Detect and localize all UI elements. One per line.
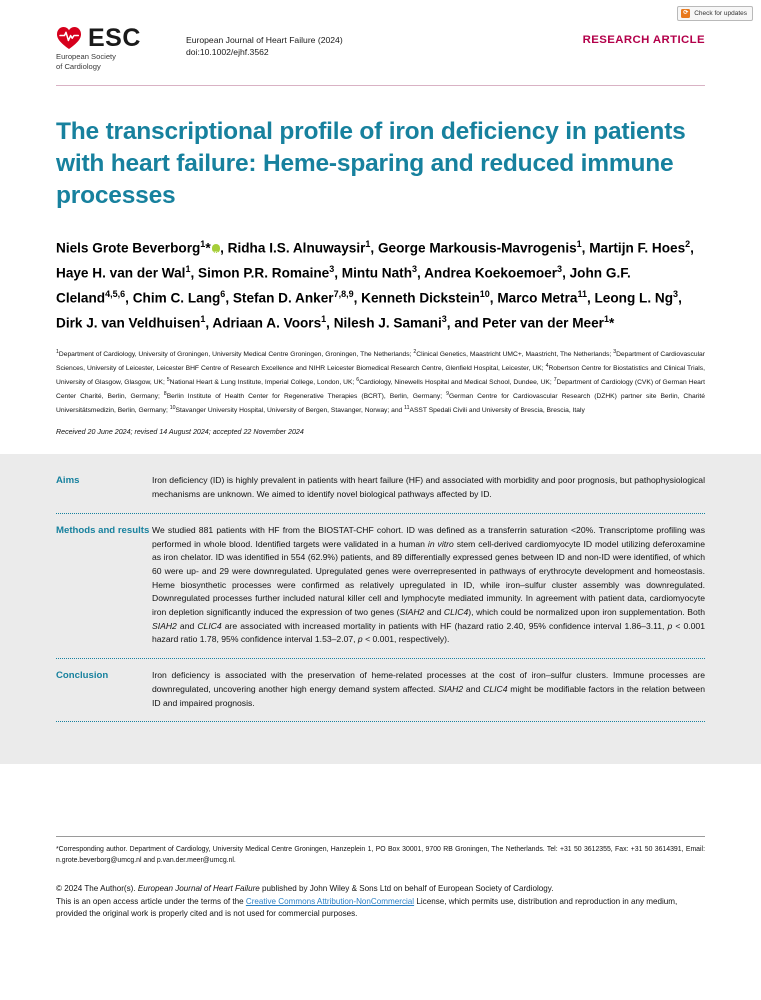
- copyright-block: [56, 883, 705, 921]
- orcid-icon[interactable]: [212, 244, 221, 253]
- abstract-divider-1: [56, 513, 705, 514]
- abstract-divider-2: [56, 658, 705, 659]
- esc-society-line-1: European Society: [56, 52, 116, 61]
- article-front-page: [0, 0, 761, 436]
- masthead-divider: [56, 85, 705, 86]
- abstract-section-aims: [56, 474, 705, 501]
- article-type-label: RESEARCH ARTICLE: [582, 34, 705, 46]
- footer-divider: [56, 836, 705, 837]
- abstract-text: Iron deficiency (ID) is highly prevalent in patients with heart failure (HF) and associated with morbidity and poor prognosis, but pathophysiological mechanisms are unknown. We aimed to identify novel biological pathways affected by ID.: [152, 475, 705, 500]
- submission-history: Received 20 June 2024; revised 14 August 2024; accepted 22 November 2024: [56, 428, 304, 437]
- copyright-line: © 2024 The Author(s). European Journal of Heart Failure published by John Wiley & Sons Ltd on behalf of European Society of Cardiology.: [56, 884, 554, 894]
- esc-society-line-2: of Cardiology: [56, 61, 101, 71]
- abstract-section-conclusion: [56, 669, 705, 710]
- journal-info: [186, 26, 583, 58]
- license-text-post: License, which permits use, distribution and reproduction in any medium, provided the original work is properly cited and is not used for commercial purposes.: [56, 896, 678, 919]
- affiliations: $^1$Department of Cardiology, University of Groningen, University Medical Centre Groningen, Groningen, The Netherlands; $^2$Clinical Genetics, Maastricht UMC+, Maastricht, The Netherlands; $^3$Department of Cardiovascular Sciences, University of Leicester, Leicester BHF Centre of Research Excellence and NIHR Leicester Biomedical Research Centre, Glenfield Hospital, Leicester, UK; $^4$Robertson Centre for Biostatistics and Clinical Trials, University of Glasgow, Glasgow, UK; $^5$National Heart & Lung Institute, Imperial College, London, UK; $^6$Cardiology, Ninewells Hospital and Medical School, Dundee, UK; $^7$Department of Cardiology (CVK) of German Heart Center Charité, Berlin, Germany; $^8$Berlin Institute of Health Center for Regenerative Therapies (BCRT), Berlin, Germany; $^9$German Centre for Cardiovascular Research (DZHK) partner site Berlin, Charité Universitätsmedizin, Berlin, Germany; $^{10}$Stavanger University Hospital, University of Bergen, Stavanger, Norway; and $^{11}$ASST Spedali Civili and University of Brescia, Brescia, Italy: [56, 349, 706, 414]
- page-title: The transcriptional profile of iron deficiency in patients with heart failure: Heme-sparing and reduced immune processes: [56, 118, 686, 210]
- esc-heart-logo-icon: [56, 26, 82, 50]
- abstract-text: Iron deficiency is associated with the preservation of heme-related processes at the cost of iron–sulfur clusters. Immune processes are downregulated, uncovering another high energy demand system affected. SIAH2 and CLIC4 might be modifiable factors in the relation between ID and impaired prognosis.: [152, 670, 705, 708]
- abstract-heading: Aims: [56, 475, 80, 487]
- abstract-section-methods-and-results: [56, 524, 705, 647]
- esc-logo: [56, 26, 172, 71]
- check-for-updates-badge[interactable]: [677, 6, 753, 21]
- author-list: Niels Grote Beverborg$^1$* iD , Ridha I.S. Alnuwaysir$^1$, George Markousis-Mavrogenis$^1$, Martijn F. Hoes$^2$, Haye H. van der Wal$^1$, Simon P.R. Romaine$^3$, Mintu Nath$^3$, Andrea Koekoemoer$^3$, John G.F. Cleland$^{4,5,6}$, Chim C. Lang$^6$, Stefan D. Anker$^{7,8,9}$, Kenneth Dickstein$^{10}$, Marco Metra$^{11}$, Leong L. Ng$^3$, Dirk J. van Veldhuisen$^1$, Adriaan A. Voors$^1$, Nilesh J. Samani$^3$, and Peter van der Meer$^1$*: [56, 234, 705, 334]
- abstract-text: We studied 881 patients with HF from the BIOSTAT-CHF cohort. ID was defined as a transferrin saturation <20%. Transcriptome profiling was performed in whole blood. Identified targets were validated in a human in vitro stem cell-derived cardiomyocyte ID model utilizing deferoxamine as iron chelator. ID was identified in 554 (62.9%) patients, and 89 differentially expressed genes between ID and non-ID were identified, of which 60 were up- and 29 were downregulated. Upregulated genes were overrepresented in pathways of erythrocyte development and homeostasis. Heme biosynthetic processes were confirmed as relatively upregulated in ID, while iron–sulfur cluster assembly was downregulated. Downregulated processes further included natural killer cell and lymphocyte mediated immunity. In agreement with patient data, cardiomyocyte iron depletion significantly induced the expression of two genes (SIAH2 and CLIC4), which could be normalized upon iron supplementation. Both SIAH2 and CLIC4 are associated with increased mortality in patients with HF (hazard ratio 2.40, 95% confidence interval 1.86–3.11, p < 0.001 hazard ratio 1.78, 95% confidence interval 1.53–2.07, p < 0.001, respectively).: [152, 524, 705, 645]
- check-for-updates-label: Check for updates: [694, 10, 747, 17]
- license-link[interactable]: Creative Commons Attribution-NonCommercial: [245, 896, 415, 906]
- abstract-divider-3: [56, 721, 705, 722]
- abstract-heading: Conclusion: [56, 670, 109, 682]
- license-line: [56, 896, 705, 921]
- masthead: [56, 0, 705, 71]
- esc-acronym: ESC: [88, 24, 141, 52]
- corresponding-author-footnote: *Corresponding author. Department of Cardiology, University Medical Centre Groningen, Hanzeplein 1, PO Box 30001, 9700 RB Groningen, The Netherlands. Tel: +31 50 3612355, Fax: +31 50 3614391, Email: n.grote.beverborg@umcg.nl and p.van.der.meer@umcg.nl.: [56, 846, 705, 865]
- license-text-pre: This is an open access article under the terms of the: [56, 896, 246, 906]
- refresh-icon: ⟳: [683, 10, 689, 16]
- doi[interactable]: doi:10.1002/ejhf.3562: [186, 47, 269, 57]
- abstract-heading: Methods and results: [56, 524, 150, 536]
- abstract: [0, 454, 761, 764]
- journal-name-year: European Journal of Heart Failure (2024): [186, 35, 343, 45]
- page-spacer: [0, 764, 761, 836]
